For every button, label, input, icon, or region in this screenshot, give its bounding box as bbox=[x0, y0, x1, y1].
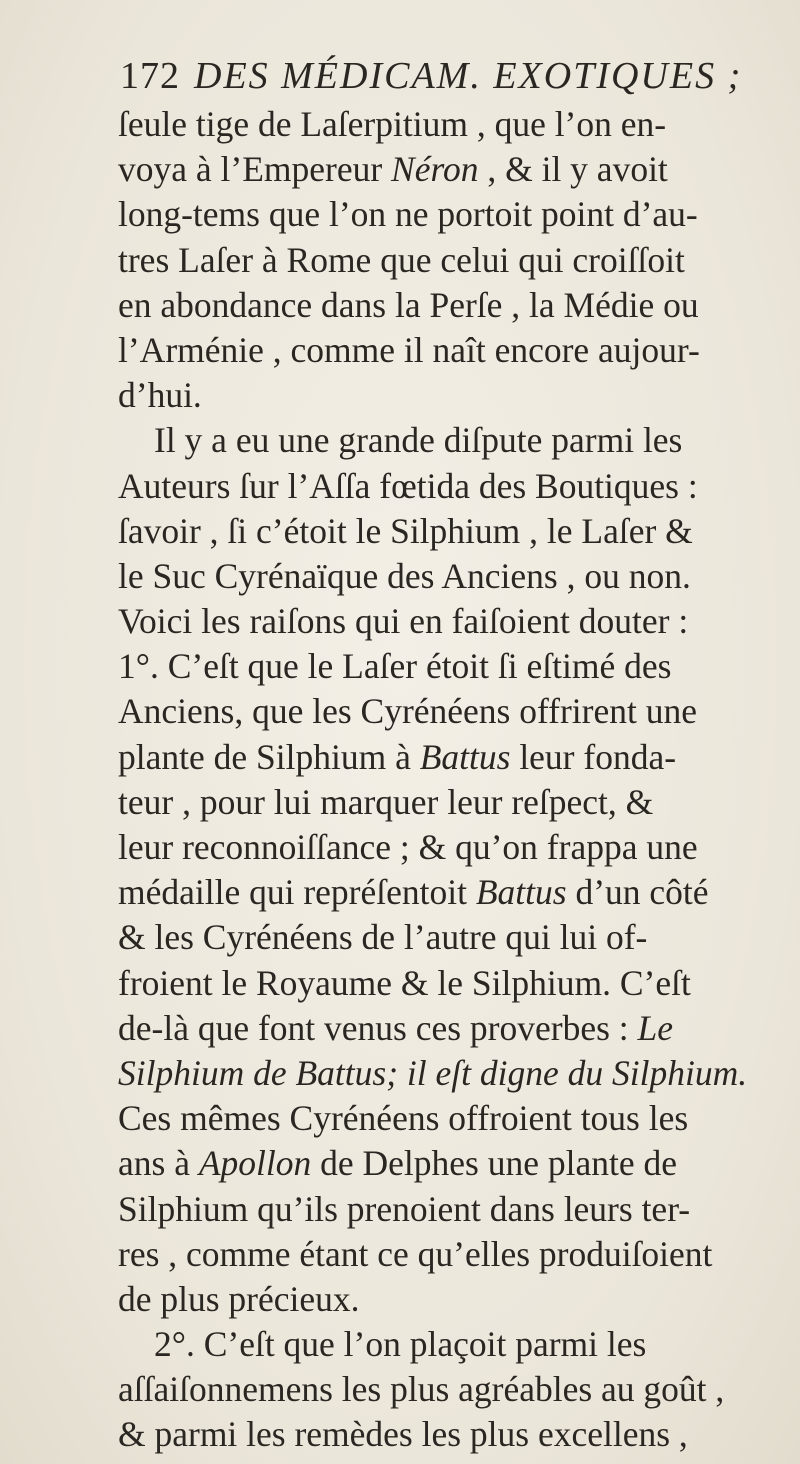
italic-text: Le bbox=[637, 1007, 673, 1048]
text-span: en abondance dans la Perſe , la Médie ou bbox=[118, 284, 699, 325]
text-line bbox=[118, 599, 788, 644]
italic-text: Silphium de Battus; il eſt digne du Silphium. bbox=[118, 1052, 748, 1093]
text-span: 2°. C’eſt que l’on plaçoit parmi les bbox=[154, 1324, 647, 1365]
text-span: ſavoir , ſi c’étoit le Silphium , le Laſer & bbox=[118, 510, 693, 551]
text-line bbox=[118, 1367, 788, 1412]
text-line bbox=[118, 373, 788, 418]
text-span: Anciens, que les Cyrénéens offrirent une bbox=[118, 691, 697, 732]
text-line bbox=[118, 418, 788, 463]
running-header bbox=[120, 50, 742, 102]
text-span: médaille qui repréſentoit bbox=[118, 872, 476, 913]
text-span: froient le Royaume & le Silphium. C’eſt bbox=[118, 962, 691, 1003]
text-span: Voici les raiſons qui en faiſoient douter : bbox=[118, 601, 689, 642]
text-span: Il y a eu une grande diſpute parmi les bbox=[154, 420, 683, 461]
text-line bbox=[118, 689, 788, 734]
text-span: l’Arménie , comme il naît encore aujour- bbox=[118, 329, 700, 370]
text-line bbox=[118, 509, 788, 554]
text-line bbox=[118, 961, 788, 1006]
text-line bbox=[118, 1322, 788, 1367]
text-span: voya à l’Empereur bbox=[118, 149, 392, 190]
text-span: Auteurs ſur l’Aſſa fœtida des Boutiques : bbox=[118, 465, 698, 506]
body-text bbox=[118, 102, 788, 1458]
text-span: leur fonda- bbox=[510, 736, 677, 777]
text-line bbox=[118, 735, 788, 780]
text-line bbox=[118, 238, 788, 283]
text-line bbox=[118, 1141, 788, 1186]
text-span: leur reconnoiſſance ; & qu’on frappa une bbox=[118, 827, 698, 867]
text-span: Ces mêmes Cyrénéens offroient tous les bbox=[118, 1098, 689, 1139]
text-line bbox=[118, 1232, 788, 1277]
text-line bbox=[118, 192, 788, 237]
text-span: d’hui. bbox=[118, 375, 202, 416]
text-span: plante de Silphium à bbox=[118, 736, 420, 777]
text-line bbox=[118, 147, 788, 192]
text-span: , & il y avoit bbox=[478, 149, 668, 190]
text-span: long-tems que l’on ne portoit point d’au- bbox=[118, 194, 698, 235]
text-span: de Delphes une plante de bbox=[311, 1143, 677, 1184]
text-span: & les Cyrénéens de l’autre qui lui of- bbox=[118, 917, 648, 958]
text-span: 1°. C’eſt que le Laſer étoit ſi eſtimé des bbox=[118, 646, 672, 687]
text-line bbox=[118, 1051, 788, 1096]
italic-text: Néron bbox=[391, 149, 479, 190]
text-span: res , comme étant ce qu’elles produiſoient bbox=[118, 1233, 713, 1274]
text-span: tres Laſer à Rome que celui qui croiſſoit bbox=[118, 239, 685, 280]
italic-text: Apollon bbox=[198, 1143, 312, 1184]
text-line bbox=[118, 1096, 788, 1141]
running-title: DES MÉDICAM. EXOTIQUES ; bbox=[194, 55, 743, 97]
text-line bbox=[118, 1006, 788, 1051]
text-line bbox=[118, 780, 788, 825]
text-span: ans à bbox=[118, 1143, 199, 1184]
text-line bbox=[118, 1412, 788, 1457]
text-span: de-là que font venus ces proverbes : bbox=[118, 1007, 638, 1048]
text-line bbox=[118, 915, 788, 960]
italic-text: Battus bbox=[475, 872, 567, 913]
text-span: de plus précieux. bbox=[118, 1278, 360, 1319]
text-span: aſſaiſonnemens les plus agréables au goût , bbox=[118, 1369, 725, 1410]
text-span: Silphium qu’ils prenoient dans leurs ter- bbox=[118, 1188, 691, 1229]
page-number: 172 bbox=[120, 55, 180, 97]
text-span: le Suc Cyrénaïque des Anciens , ou non. bbox=[118, 555, 691, 596]
text-line bbox=[118, 825, 788, 870]
text-line bbox=[118, 328, 788, 373]
text-line bbox=[118, 644, 788, 689]
text-line bbox=[118, 464, 788, 509]
text-span: d’un côté bbox=[566, 872, 709, 913]
text-line bbox=[118, 102, 788, 147]
text-span: teur , pour lui marquer leur reſpect, & bbox=[118, 781, 654, 822]
italic-text: Battus bbox=[419, 736, 511, 777]
text-span: & parmi les remèdes les plus excellens , bbox=[118, 1414, 688, 1455]
text-line bbox=[118, 554, 788, 599]
text-line bbox=[118, 1277, 788, 1322]
text-line bbox=[118, 283, 788, 328]
text-line bbox=[118, 870, 788, 915]
text-span: ſeule tige de Laſerpitium , que l’on en- bbox=[118, 104, 667, 144]
text-line bbox=[118, 1187, 788, 1232]
